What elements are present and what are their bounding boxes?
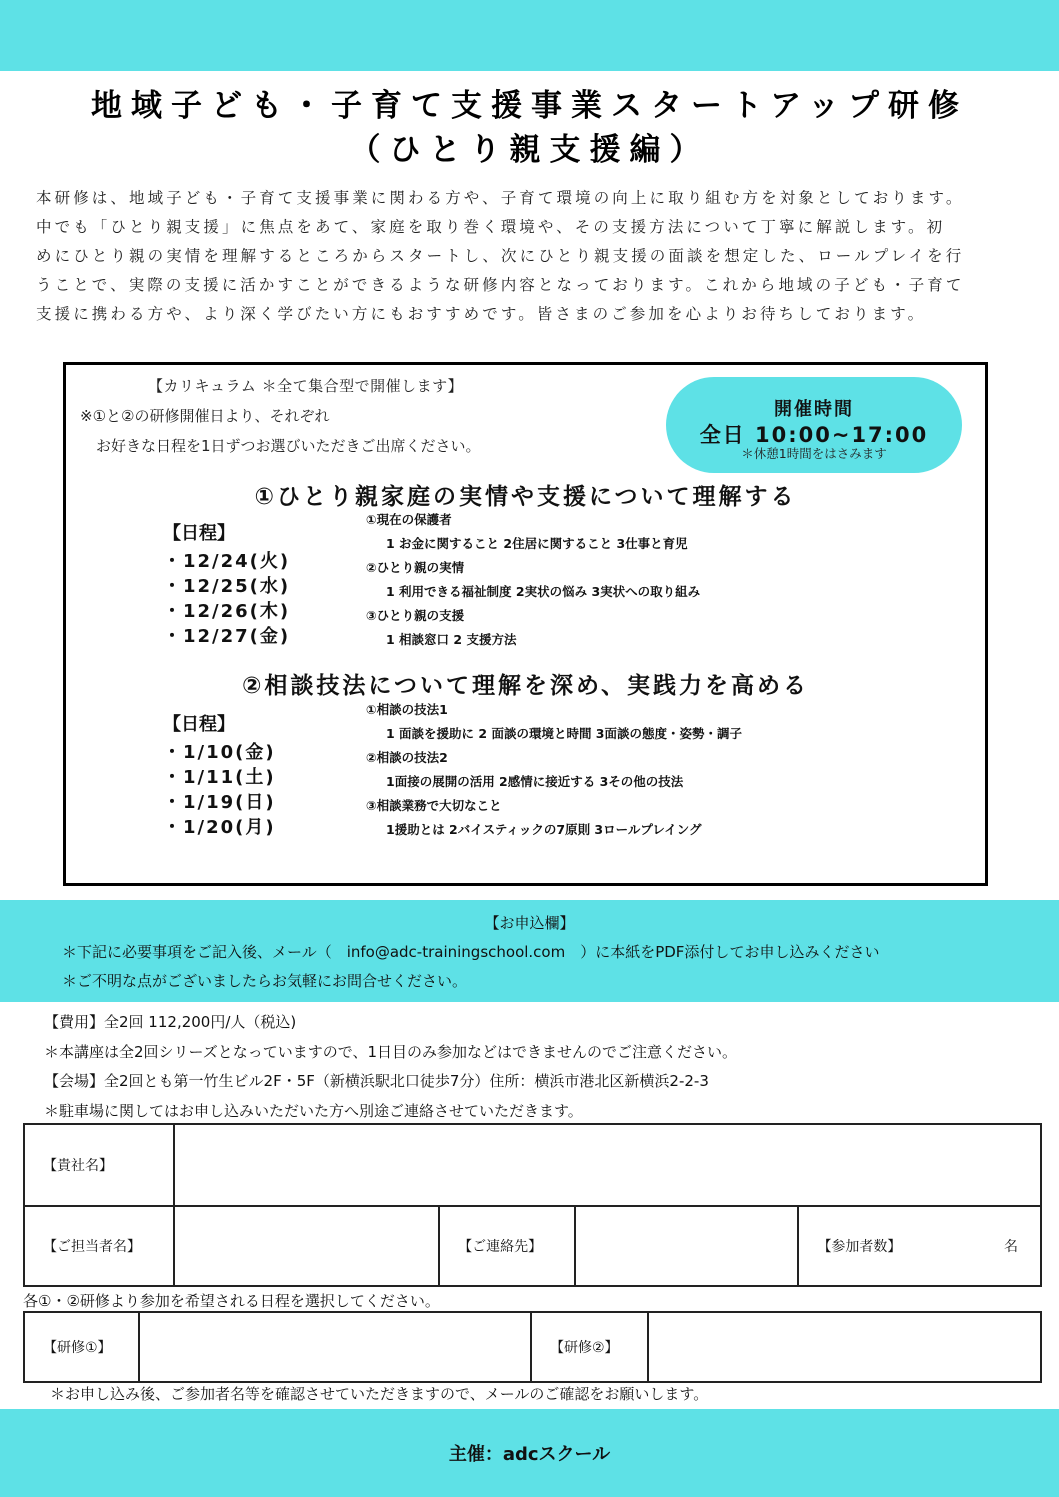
fee-note: ＊本講座は全2回シリーズとなっていますので、1日目のみ参加などはできませんのでご注意ください。 bbox=[44, 1042, 738, 1061]
fee-text: 【費用】全2回 112,200円/人（税込) bbox=[44, 1013, 297, 1031]
schedule-date: ・1/11(土) bbox=[163, 767, 276, 788]
schedule-date: ・1/10(金) bbox=[163, 742, 276, 763]
intro-line: 中でも「ひとり親支援」に焦点をあて、家庭を取り巻く環境や、その支援方法について丁寧に解説します。初 bbox=[36, 218, 946, 236]
company-name-field[interactable] bbox=[174, 1124, 1041, 1206]
organizer-text: 主催：adcスクール bbox=[448, 1444, 611, 1465]
training-selection-form bbox=[23, 1311, 1042, 1383]
contact-field[interactable] bbox=[575, 1206, 798, 1286]
curriculum-box bbox=[63, 362, 988, 886]
intro-line: 本研修は、地域子ども・子育て支援事業に関わる方や、子育て環境の向上に取り組む方を対象としております。 bbox=[36, 189, 965, 207]
confirmation-note: ＊お申し込み後、ご参加者名等を確認させていただきますので、メールのご確認をお願いします。 bbox=[50, 1385, 709, 1403]
topic-detail: 1 面談を援助に 2 面談の環境と時間 3面談の態度・姿勢・調子 bbox=[386, 726, 743, 741]
footer-band bbox=[0, 1409, 1059, 1497]
schedule-date: ・12/24(火) bbox=[163, 551, 291, 572]
section-2-topics bbox=[366, 698, 742, 842]
hours-badge bbox=[666, 377, 962, 473]
contact-person-field[interactable] bbox=[174, 1206, 439, 1286]
topic-heading: ②ひとり親の実情 bbox=[366, 560, 465, 575]
schedule-date: ・1/20(月) bbox=[163, 817, 276, 838]
hours-title: 開催時間 bbox=[774, 399, 854, 420]
schedule-date: ・12/27(金) bbox=[163, 626, 291, 647]
application-band bbox=[0, 900, 1059, 1002]
schedule-label: 【日程】 bbox=[163, 714, 235, 735]
page-subtitle: （ひとり親支援編） bbox=[349, 132, 710, 168]
training2-label: 【研修②】 bbox=[531, 1312, 648, 1382]
application-instructions: ＊下記に必要事項をご記入後、メール（ info@adc-trainingschool.com ）に本紙をPDF添付してお申し込みください bbox=[62, 943, 880, 961]
participants-field[interactable] bbox=[798, 1206, 1041, 1286]
hours-time: 全日 10:00~17:00 bbox=[699, 423, 929, 447]
participants-unit: 名 bbox=[1004, 1239, 1018, 1255]
venue-text: 【会場】全2回とも第一竹生ビル2F・5F（新横浜駅北口徒歩7分）住所：横浜市港北区新横浜2-2-3 bbox=[44, 1072, 709, 1090]
curriculum-note: お好きな日程を1日ずつお選びいただきご出席ください。 bbox=[96, 437, 481, 455]
curriculum-heading: 【カリキュラム ＊全て集合型で開催します】 bbox=[148, 377, 464, 395]
topic-detail: 1 お金に関すること 2住居に関すること 3仕事と育児 bbox=[386, 536, 688, 551]
section-1-schedule bbox=[163, 519, 290, 649]
curriculum-note: ※①と②の研修開催日より、それぞれ bbox=[80, 407, 330, 425]
application-contact-note: ＊ご不明な点がございましたらお気軽にお問合せください。 bbox=[62, 972, 468, 990]
page-title: 地域子ども・子育て支援事業スタートアップ研修 bbox=[91, 88, 968, 124]
contact-label: 【ご連絡先】 bbox=[439, 1206, 575, 1286]
hours-note: ＊休憩1時間をはさみます bbox=[741, 446, 887, 461]
parking-note: ＊駐車場に関してはお申し込みいただいた方へ別途ご連絡させていただきます。 bbox=[44, 1101, 583, 1120]
schedule-label: 【日程】 bbox=[163, 523, 235, 544]
section-2-title: ②相談技法について理解を深め、実践力を高める bbox=[241, 673, 810, 699]
intro-line: めにひとり親の実情を理解するところからスタートし、次にひとり親支援の面談を想定した、ロールプレイを行 bbox=[36, 247, 965, 265]
company-label: 【貴社名】 bbox=[24, 1124, 174, 1206]
application-heading: 【お申込欄】 bbox=[484, 914, 575, 932]
section-2-schedule bbox=[163, 710, 276, 840]
top-accent-band bbox=[0, 0, 1059, 71]
topic-detail: 1援助とは 2バイスティックの7原則 3ロールプレイング bbox=[386, 822, 702, 837]
topic-detail: 1面接の展開の活用 2感情に接近する 3その他の技法 bbox=[386, 774, 684, 789]
participants-label: 【参加者数】 bbox=[817, 1239, 902, 1255]
intro-line: 支援に携わる方や、より深く学びたい方にもおすすめです。皆さまのご参加を心よりお待ちしております。 bbox=[36, 305, 927, 323]
topic-heading: ②相談の技法2 bbox=[366, 750, 448, 765]
contact-person-label: 【ご担当者名】 bbox=[24, 1206, 174, 1286]
schedule-date: ・1/19(日) bbox=[163, 792, 276, 813]
topic-heading: ③相談業務で大切なこと bbox=[366, 798, 502, 813]
topic-detail: 1 利用できる福祉制度 2実状の悩み 3実状への取り組み bbox=[386, 584, 701, 599]
training1-field[interactable] bbox=[139, 1312, 531, 1382]
topic-heading: ①相談の技法1 bbox=[366, 702, 448, 717]
application-form bbox=[23, 1123, 1042, 1287]
info-block bbox=[44, 1008, 737, 1126]
training1-label: 【研修①】 bbox=[24, 1312, 139, 1382]
section-1-title: ①ひとり親家庭の実情や支援について理解する bbox=[254, 484, 797, 510]
topic-detail: 1 相談窓口 2 支援方法 bbox=[386, 632, 517, 647]
intro-paragraph bbox=[36, 184, 1036, 329]
section-1-topics bbox=[366, 508, 700, 652]
training2-field[interactable] bbox=[648, 1312, 1041, 1382]
schedule-select-note: 各①・②研修より参加を希望される日程を選択してください。 bbox=[23, 1292, 440, 1310]
schedule-date: ・12/25(水) bbox=[163, 576, 291, 597]
schedule-date: ・12/26(木) bbox=[163, 601, 291, 622]
intro-line: うことで、実際の支援に活かすことができるような研修内容となっております。これから地域の子ども・子育て bbox=[36, 276, 965, 294]
topic-heading: ③ひとり親の支援 bbox=[366, 608, 465, 623]
topic-heading: ①現在の保護者 bbox=[366, 512, 452, 527]
